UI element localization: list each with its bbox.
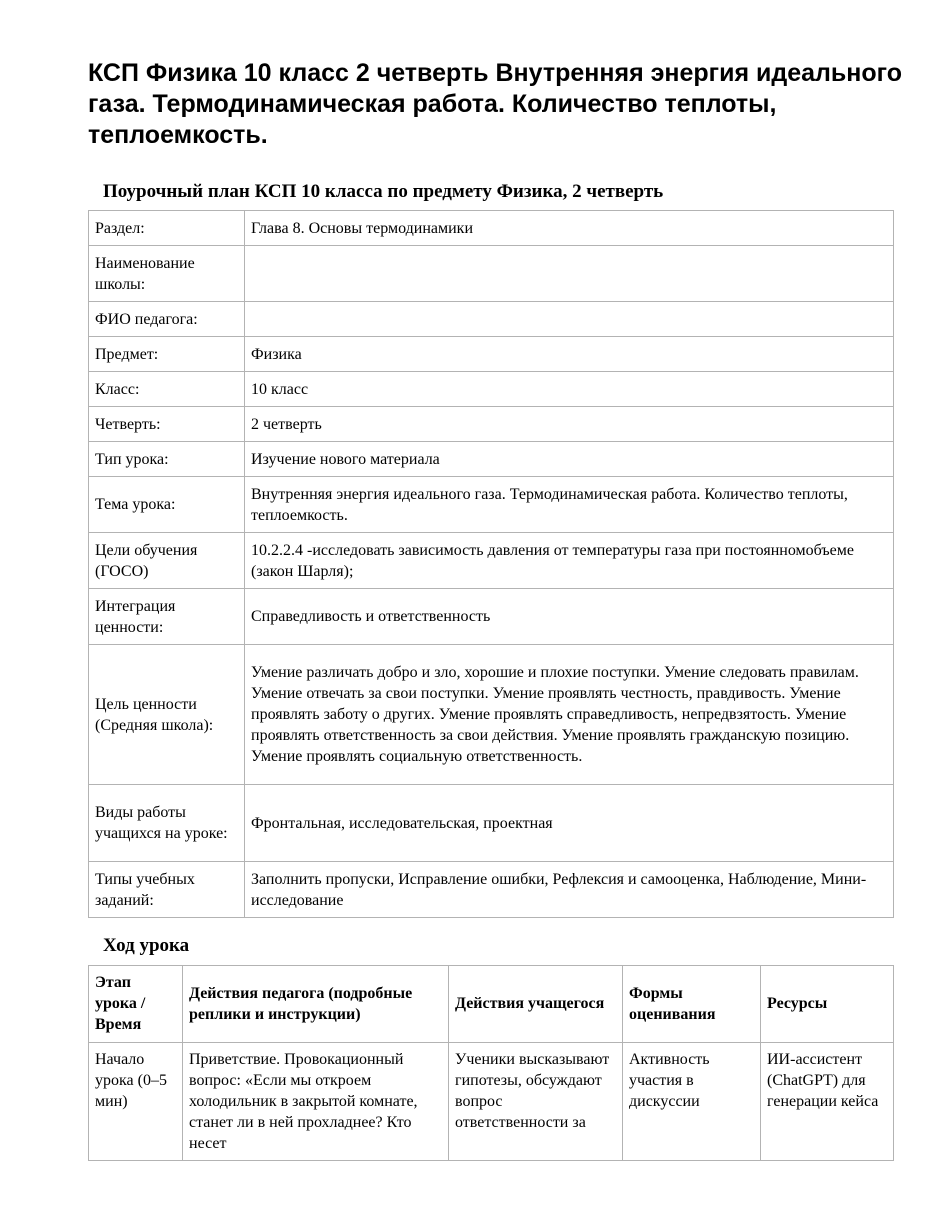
row-value — [245, 246, 894, 302]
row-label: Раздел: — [89, 211, 245, 246]
row-label: Тема урока: — [89, 477, 245, 533]
table-row — [89, 211, 894, 246]
row-value: 10.2.2.4 -исследовать зависимость давления от температуры газа при постоянномобъеме (закон Шарля); — [245, 533, 894, 589]
row-label: Класс: — [89, 372, 245, 407]
row-value: Фронтальная, исследовательская, проектная — [245, 785, 894, 862]
table-row — [89, 246, 894, 302]
column-header-stage: Этап урока / Время — [89, 966, 183, 1043]
lesson-heading: Ход урока — [103, 935, 190, 956]
row-label: Четверть: — [89, 407, 245, 442]
row-value: 10 класс — [245, 372, 894, 407]
column-header-teacher: Действия педагога (подробные реплики и инструкции) — [183, 966, 449, 1043]
row-label: Интеграция ценности: — [89, 589, 245, 645]
table-row — [89, 589, 894, 645]
cell-teacher — [183, 1043, 449, 1161]
table-row — [89, 407, 894, 442]
row-label: Типы учебных заданий: — [89, 862, 245, 918]
cell-resources — [761, 1043, 894, 1161]
row-label: ФИО педагога: — [89, 302, 245, 337]
row-label: Виды работы учащихся на уроке: — [89, 785, 245, 862]
table-row — [89, 302, 894, 337]
row-label: Цели обучения (ГОСО) — [89, 533, 245, 589]
row-value: 2 четверть — [245, 407, 894, 442]
table-row — [89, 533, 894, 589]
cell-stage — [89, 1043, 183, 1161]
row-label: Тип урока: — [89, 442, 245, 477]
table-row — [89, 477, 894, 533]
cell-text: Начало урока (0–5 мин) — [95, 1051, 167, 1110]
row-value: Заполнить пропуски, Исправление ошибки, Рефлексия и самооценка, Наблюдение, Мини-исследование — [245, 862, 894, 918]
row-value: Умение различать добро и зло, хорошие и плохие поступки. Умение следовать правилам. Умение отвечать за свои поступки. Умение проявлять честность, правдивость. Умение проявлять заботу о других. Умение проявлять справедливость, непредвзятость. Умение проявлять ответственность за свои действия. Умение проявлять гражданскую позицию. Умение проявлять социальную ответственность. — [245, 645, 894, 785]
cell-text: Ученики высказывают гипотезы, обсуждают вопрос ответственности за — [455, 1051, 610, 1131]
column-header-student: Действия учащегося — [449, 966, 623, 1043]
cell-text: Приветствие. Провокационный вопрос: «Если мы откроем холодильник в закрытой комнате, станет ли в ней прохладнее? Кто несет — [189, 1051, 418, 1152]
table-row — [89, 645, 894, 785]
row-value: Внутренняя энергия идеального газа. Термодинамическая работа. Количество теплоты, теплоемкость. — [245, 477, 894, 533]
table-row — [89, 785, 894, 862]
lesson-table — [88, 965, 894, 1161]
row-label: Наименование школы: — [89, 246, 245, 302]
row-value: Справедливость и ответственность — [245, 589, 894, 645]
table-row — [89, 1043, 894, 1161]
cell-text: ИИ-ассистент (ChatGPT) для генерации кейса — [767, 1051, 879, 1110]
cell-student — [449, 1043, 623, 1161]
row-label: Цель ценности (Средняя школа): — [89, 645, 245, 785]
column-header-assessment: Формы оценивания — [623, 966, 761, 1043]
row-label: Предмет: — [89, 337, 245, 372]
plan-heading: Поурочный план КСП 10 класса по предмету Физика, 2 четверть — [103, 181, 664, 202]
plan-info-table — [88, 210, 894, 918]
column-header-resources: Ресурсы — [761, 966, 894, 1043]
table-row — [89, 862, 894, 918]
row-value: Физика — [245, 337, 894, 372]
row-value — [245, 302, 894, 337]
table-header-row — [89, 966, 894, 1043]
table-row — [89, 372, 894, 407]
cell-assessment — [623, 1043, 761, 1161]
row-value: Изучение нового материала — [245, 442, 894, 477]
cell-text: Активность участия в дискуссии — [629, 1051, 710, 1110]
table-row — [89, 442, 894, 477]
table-row — [89, 337, 894, 372]
row-value: Глава 8. Основы термодинамики — [245, 211, 894, 246]
document-title: КСП Физика 10 класс 2 четверть Внутренняя энергия идеального газа. Термодинамическая работа. Количество теплоты, теплоемкость. — [88, 59, 903, 149]
